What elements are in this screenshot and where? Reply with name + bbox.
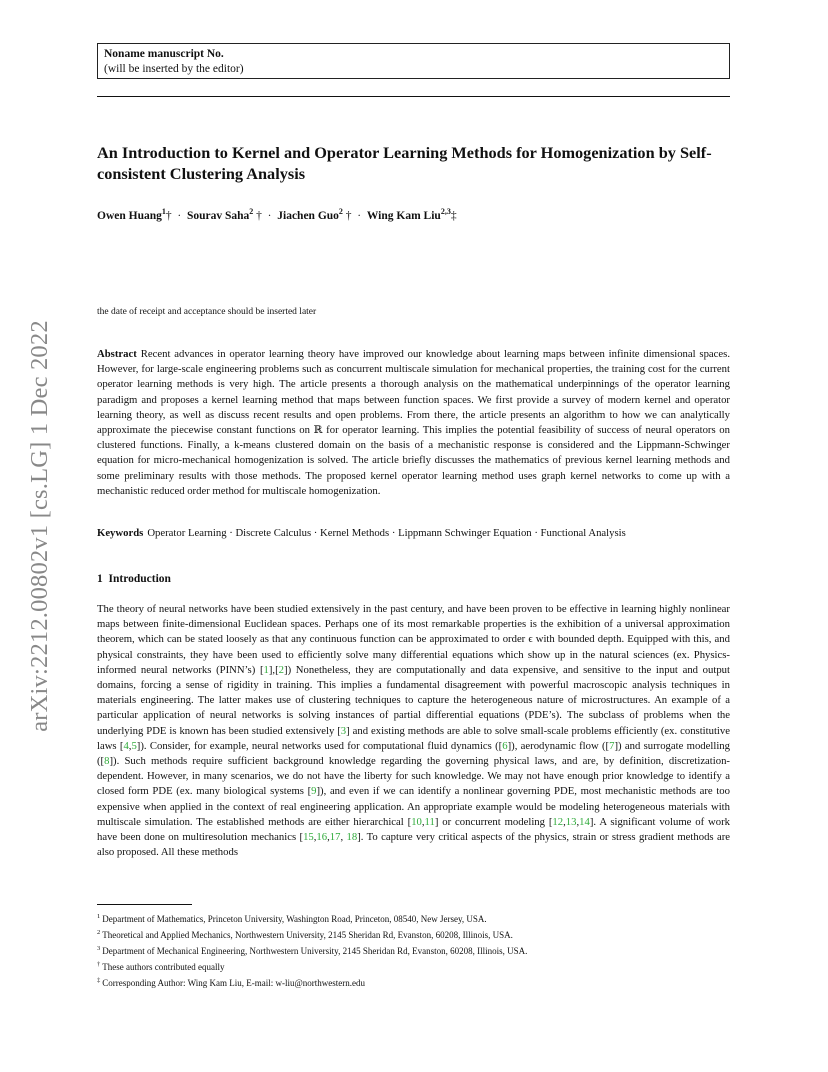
author-2: Sourav Saha$^2$ † — [186, 207, 262, 222]
abstract — [97, 347, 730, 499]
footnote — [97, 910, 737, 926]
footnote-text: These authors contributed equally — [102, 962, 225, 972]
citation-link[interactable]: 11 — [424, 815, 435, 828]
author-4: Wing Kam Liu$^{2,3}$‡ — [366, 207, 457, 222]
citation-link[interactable]: 13 — [565, 815, 577, 828]
citation-link[interactable]: 12 — [552, 815, 564, 828]
citation-link[interactable]: 17 — [329, 831, 341, 844]
footnote-text: Theoretical and Applied Mechanics, Northwestern University, 2145 Sheridan Rd, Evanston, 60208, Illinois, USA. — [102, 930, 513, 940]
manuscript-editor-note: (will be inserted by the editor) — [104, 63, 244, 75]
citation-link[interactable]: 2 — [278, 663, 285, 676]
keywords-label: Keywords — [97, 527, 144, 539]
footnote — [97, 958, 737, 974]
citation-link[interactable]: 10 — [411, 815, 422, 828]
arxiv-side-stamp — [4, 296, 76, 756]
abstract-label: Abstract — [97, 348, 137, 360]
body-text-run: , — [313, 831, 317, 844]
manuscript-number: Noname manuscript No. — [104, 48, 224, 60]
abstract-text: Recent advances in operator learning theory have improved our knowledge about learning maps between infinite dimensional spaces. However, for large-scale engineering problems such as concurrent multiscale simulation for mechanical properties, the training cost for the current operator learning methods is very high. The article presents a thorough analysis on the mathematical underpinnings of the operator learning paradigm and proposes a kernel learning method that maps between function spaces. We first provide a survey of modern kernel and operator learning theory, as well as discuss recent results and open problems. From there, the article presents an algorithm to how we can analytically approximate the piecewise constant functions on ℝ for operator learning. This implies the potential feasibility of success of neural operators on clustered functions. Finally, a k-means clustered domain on the basis of a mechanistic response is considered and the Lippmann-Schwinger equation for micro-mechanical homogenization is solved. The article briefly discusses the mathematics of previous kernel learning methods and some preliminary results with those methods. The proposed kernel operator learning method uses graph kernel networks to come up with a mechanistic reduced order method for multiscale homogenization. — [97, 348, 730, 497]
citation-link[interactable]: 15 — [303, 831, 314, 844]
footnote-mark: 3 — [97, 945, 101, 952]
citation-link[interactable]: 14 — [579, 815, 590, 828]
body-text-run: ] or concurrent modeling [ — [434, 815, 553, 828]
author-1: Owen Huang$^1$† — [97, 207, 172, 222]
footnote — [97, 942, 737, 958]
body-text-run: , — [576, 815, 580, 828]
footnote-mark: † — [97, 961, 101, 968]
section-heading-introduction — [97, 573, 171, 585]
body-text-run: , — [340, 831, 347, 844]
footnote-mark: 2 — [97, 929, 101, 936]
body-text-run: ]) and surrogate modelling ([ — [97, 739, 730, 768]
body-text-run: ]), and even if we can identify a nonlinear governing PDE, most mechanistic methods are too expensive when applied in the context of real engineering application. An appropriate example would be modeling heterogeneous materials with multiscale simulation. The established methods are either hierarchical [ — [97, 785, 730, 828]
footnote-text: Corresponding Author: Wing Kam Liu, E-mail: w-liu@northwestern.edu — [102, 978, 365, 988]
keywords — [97, 526, 730, 541]
footnote — [97, 974, 737, 990]
citation-link[interactable]: 7 — [609, 739, 615, 752]
footnote-text: Department of Mathematics, Princeton University, Washington Road, Princeton, 08540, New Jersey, USA. — [102, 914, 487, 924]
received-note: the date of receipt and acceptance should be inserted later — [97, 307, 317, 317]
author-list: Owen Huang$^1$† · Sourav Saha$^2$ † · Jiachen Guo$^2$ † · Wing Kam Liu$^{2,3}$‡ — [97, 207, 457, 222]
footnote — [97, 926, 737, 942]
citation-link[interactable]: 8 — [104, 755, 110, 768]
footnotes — [97, 910, 737, 990]
body-text-run: ]). Such methods require sufficient background knowledge regarding the governing physical laws, and are, by definition, discretization-dependent. However, in many scenarios, we do not have the liberty for such knowledge. We may not have enough prior knowledge to identify a closed form PDE (ex. many biological systems [ — [97, 755, 730, 798]
header-rule — [97, 96, 730, 97]
paper-title: An Introduction to Kernel and Operator Learning Methods for Homogenization by Self-consistent Clustering Analysis — [97, 143, 712, 183]
body-text-run: ]), aerodynamic flow ([ — [507, 739, 610, 752]
author-3: Jiachen Guo$^2$ † — [277, 207, 352, 222]
footnote-mark: 1 — [97, 913, 101, 920]
body-text-run: The theory of neural networks have been studied extensively in the past century, and have been proven to be effective in learning highly nonlinear maps between finite-dimensional Euclidean spaces. Perhaps one of its most remarkable properties is the exhibition of a universal approximation theorem, which can be stated loosely as that any continuous function can be approximated to order ϵ with bounded depth. Equipped with this, and physical constraints, they have been used to efficiently solve many differential equations which show up in the natural sciences (ex. Physics-informed neural networks (PINN’s) [ — [97, 603, 730, 676]
body-text-run: , — [327, 831, 330, 844]
section-title: Introduction — [108, 573, 171, 585]
body-text-run: , — [421, 815, 425, 828]
citation-link[interactable]: 3 — [340, 724, 347, 737]
body-text-run: , — [563, 815, 566, 828]
body-text-run: ] and existing methods are able to solve small-scale problems efficiently (ex. constitutive laws [ — [97, 724, 730, 752]
body-text-run: ],[ — [268, 663, 279, 676]
footnote-rule — [97, 904, 192, 905]
introduction-body — [97, 602, 730, 860]
body-text-run: ]) Nonetheless, they are computationally and data expensive, and sensitive to the input and output domains, forcing a sense of rigidity in training. This implies a fundamental disagreement with powerful macroscopic analysis techniques in materials engineering. The latter makes use of clustering techniques to capture the heterogeneous nature of microstructures. An example of a particular application of neural networks is solving instances of partial differential equations (PDE’s). The subclass of problems when the underlying PDE is known has been studied extensively [ — [97, 663, 731, 737]
citation-link[interactable]: 18 — [346, 831, 358, 844]
body-text-run: ]. To capture very critical aspects of the physics, strain or stress gradient methods are also proposed. All these methods — [97, 831, 731, 859]
footnote-mark: ‡ — [97, 977, 101, 984]
arxiv-id-text: arXiv:2212.00802v1 [cs.LG] 1 Dec 2022 — [26, 320, 53, 732]
body-text-run: ]). Consider, for example, neural networks used for computational fluid dynamics ([ — [136, 739, 503, 752]
citation-link[interactable]: 1 — [263, 663, 269, 676]
citation-link[interactable]: 5 — [131, 739, 137, 752]
body-text-run: ]. A significant volume of work have been done on multiresolution mechanics [ — [97, 815, 730, 844]
citation-link[interactable]: 6 — [502, 739, 508, 752]
manuscript-header-box — [97, 43, 730, 79]
citation-link[interactable]: 4 — [123, 739, 129, 752]
keywords-text: Operator Learning · Discrete Calculus · Kernel Methods · Lippmann Schwinger Equation · Functional Analysis — [147, 527, 626, 539]
footnote-text: Department of Mechanical Engineering, Northwestern University, 2145 Sheridan Rd, Evanston, 60208, Illinois, USA. — [102, 946, 528, 956]
citation-link[interactable]: 16 — [316, 831, 328, 844]
body-text-run: , — [128, 739, 132, 752]
section-number: 1 — [97, 573, 103, 585]
citation-link[interactable]: 9 — [311, 785, 317, 798]
